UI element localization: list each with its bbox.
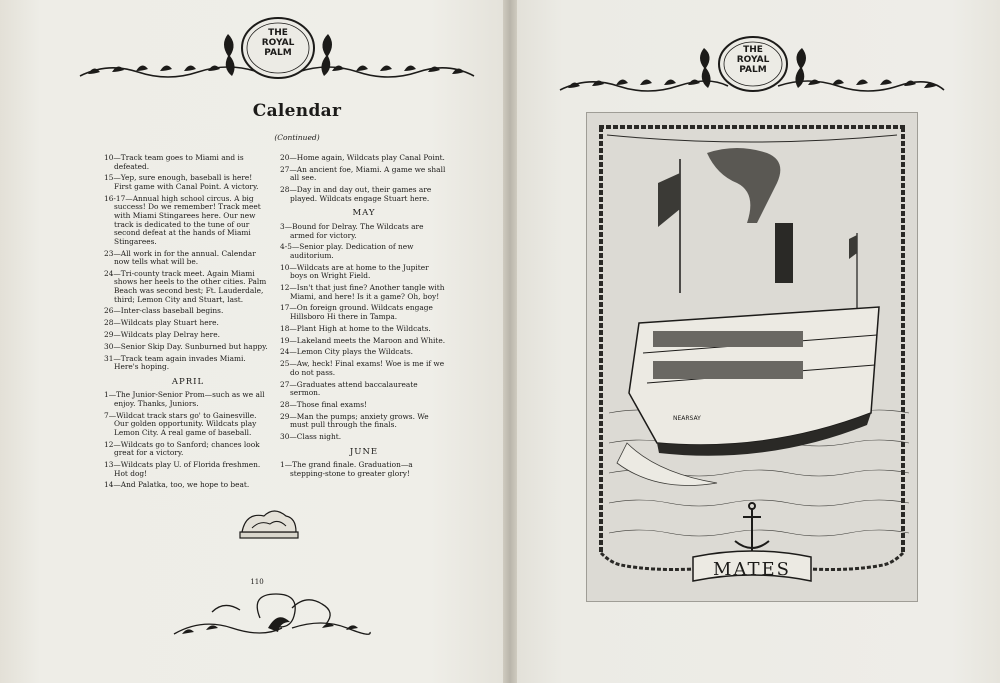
- calendar-entry: 20—Home again, Wildcats play Canal Point.: [280, 153, 445, 162]
- calendar-entry: 15—Yep, sure enough, baseball is here! First game with Canal Point. A victory.: [104, 173, 259, 191]
- mates-illustration: [587, 113, 917, 601]
- calendar-entry: 24—Lemon City plays the Wildcats.: [280, 347, 414, 357]
- calendar-entry: 7—Wildcat track stars go' to Gainesville. Our golden opportunity. Wildcats play Lemon City. A real game of baseball.: [104, 410, 257, 437]
- calendar-entry: 10—Wildcats are at home to the Jupiter boys on Wright Field.: [280, 262, 429, 281]
- calendar-entry: 12—Wildcats go to Sanford; chances look great for a victory.: [104, 439, 260, 458]
- calendar-entry: 12—Isn't that just fine? Another tangle with Miami, and here! Is it a game? Oh, boy!: [280, 283, 445, 301]
- page-number: 110: [250, 578, 264, 586]
- plate-title: MATES: [713, 559, 791, 580]
- calendar-column-2: [280, 154, 448, 482]
- left-header-ornament: [78, 14, 478, 84]
- crest-text-right: THE ROYAL PALM: [736, 45, 770, 75]
- calendar-entry: 24—Tri-county track meet. Again Miami shows her heels to the other cities. Palm Beach was second best; Ft. Lauderdale, third; Lemon City and Stuart, last.: [104, 268, 267, 304]
- calendar-entry: 13—Wildcats play U. of Florida freshmen. Hot dog!: [104, 460, 261, 478]
- calendar-entry: 18—Plant High at home to the Wildcats.: [280, 323, 431, 333]
- tailpiece-ornament: [234, 506, 304, 546]
- calendar-entry: 29—Wildcats play Delray here.: [104, 330, 220, 339]
- right-header-ornament: [558, 36, 948, 98]
- month-heading-june: JUNE: [349, 446, 379, 457]
- calendar-entry: 27—An ancient foe, Miami. A game we shall all see.: [280, 164, 446, 183]
- calendar-entry: 27—Graduates attend baccalaureate sermon.: [280, 379, 418, 398]
- boat-name: NEARSAY: [673, 415, 701, 422]
- month-heading-april: APRIL: [171, 376, 205, 387]
- calendar-entry: 16-17—Annual high school circus. A big success! Do we remember! Track meet with Miami Stingarees here. Our new track is dedicated to the tune of our second defeat at the hands of Miami Stingarees.: [104, 193, 261, 246]
- footer-ornament: [172, 588, 372, 648]
- calendar-entry: 23—All work in for the annual. Calendar now tells what will be.: [104, 248, 256, 267]
- calendar-entry: 10—Track team goes to Miami and is defeated.: [104, 153, 244, 171]
- calendar-entry: 30—Senior Skip Day. Sunburned but happy.: [104, 341, 268, 351]
- calendar-entry: 25—Aw, heck! Final exams! Woe is me if we do not pass.: [280, 359, 445, 377]
- page-title: Calendar: [252, 101, 342, 121]
- calendar-entry: 3—Bound for Delray. The Wildcats are armed for victory.: [280, 221, 424, 240]
- illustration-plate: [586, 112, 918, 602]
- calendar-column-1: [104, 154, 272, 493]
- crest-text: THE ROYAL PALM: [261, 28, 295, 58]
- calendar-entry: 19—Lakeland meets the Maroon and White.: [280, 335, 446, 345]
- calendar-entry: 1—The Junior-Senior Prom—such as we all enjoy. Thanks, Juniors.: [104, 390, 265, 408]
- calendar-entry: 4-5—Senior play. Dedication of new auditorium.: [280, 242, 414, 260]
- calendar-entry: 29—Man the pumps; anxiety grows. We must pull through the finals.: [280, 411, 429, 430]
- calendar-entry: 30—Class night.: [280, 432, 342, 442]
- month-heading-may: MAY: [352, 208, 376, 219]
- calendar-entry: 17—On foreign ground. Wildcats engage Hillsboro Hi there in Tampa.: [280, 303, 433, 322]
- page-subtitle: (Continued): [274, 133, 320, 142]
- calendar-entry: 1—The grand finale. Graduation—a stepping-stone to greater glory!: [280, 460, 413, 478]
- calendar-entry: 14—And Palatka, too, we hope to beat.: [104, 480, 250, 490]
- book-gutter: [503, 0, 517, 683]
- calendar-entry: 28—Day in and day out, their games are played. Wildcats engage Stuart here.: [280, 185, 432, 203]
- calendar-entry: 28—Those final exams!: [280, 399, 367, 409]
- calendar-entry: 26—Inter-class baseball begins.: [104, 306, 224, 316]
- calendar-entry: 31—Track team again invades Miami. Here's hoping.: [104, 353, 246, 372]
- calendar-entry: 28—Wildcats play Stuart here.: [104, 318, 219, 328]
